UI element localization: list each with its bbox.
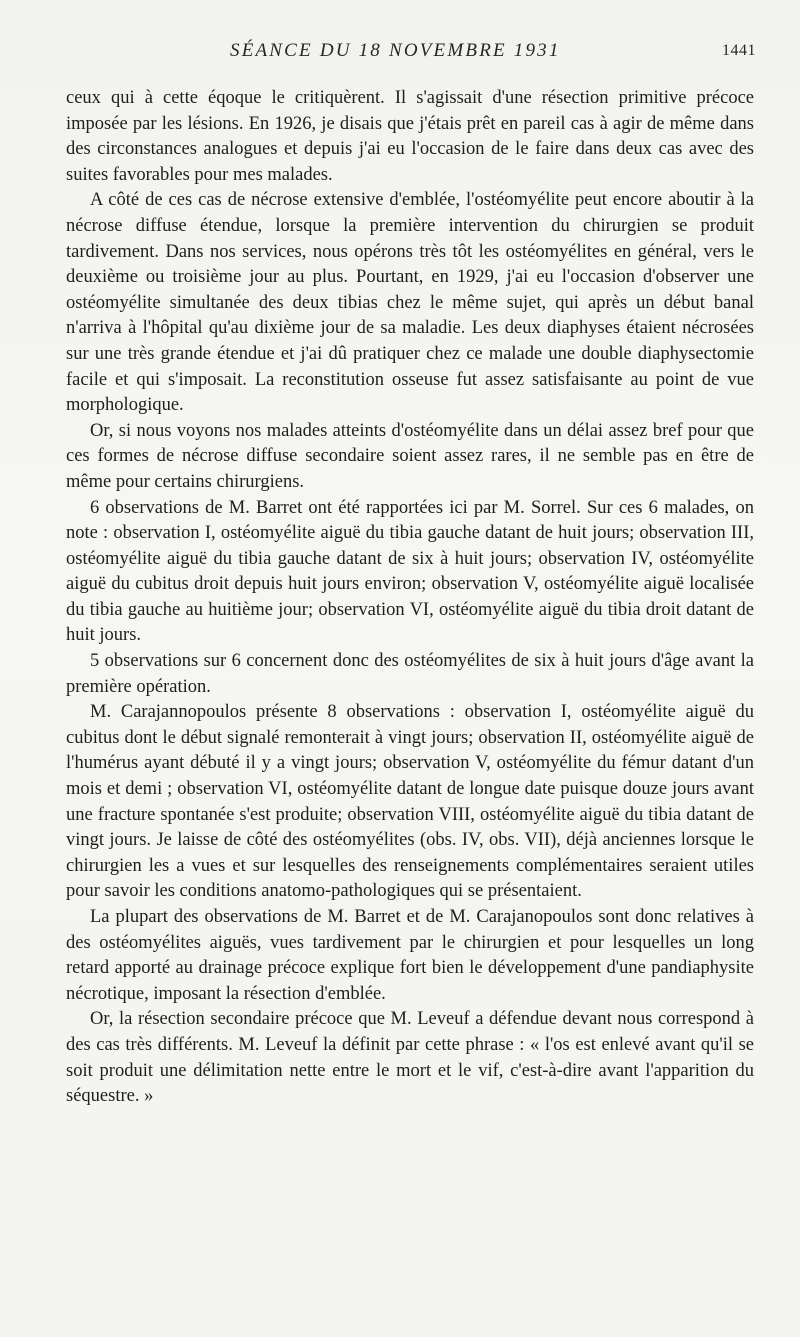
paragraph: La plupart des observations de M. Barret et de M. Carajanopoulos sont donc relatives à des ostéomyélites aiguës, vues tardivement par le chirurgien et pour lesquelles un long retard apporté au drainage précoce explique fort bien le développement d'une pandiaphysite nécrotique, imposant la résection d'emblée. xyxy=(66,907,754,1004)
paragraph: Or, la résection secondaire précoce que M. Leveuf a défendue devant nous correspond à des cas très différents. M. Leveuf la définit par cette phrase : « l'os est enlevé avant qu'il se soit produit une délimitation nette entre le mort et le vif, c'est-à-dire avant l'apparition du séquestre. » xyxy=(66,1009,754,1107)
paragraph: 6 observations de M. Barret ont été rapportées ici par M. Sorrel. Sur ces 6 malades, on note : observation I, ostéomyélite aiguë du tibia gauche datant de huit jours; observation III, ostéomyélite aiguë du tibia gauche datant de six à huit jours; observation IV, ostéomyélite aiguë du cubitus droit depuis huit jours environ; observation V, ostéomyélite aiguë localisée du tibia gauche au huitième jour; observation VI, ostéomyélite aiguë du tibia droit datant de huit jours. xyxy=(66,497,754,646)
page-number: 1441 xyxy=(722,42,756,59)
paragraph: Or, si nous voyons nos malades atteints d'ostéomyélite dans un délai assez bref pour que ces formes de nécrose diffuse secondaire soient assez rares, il ne semble pas en être de même pour certains chirurgiens. xyxy=(66,420,754,492)
paragraph: 5 observations sur 6 concernent donc des ostéomyélites de six à huit jours d'âge avant la première opération. xyxy=(66,651,754,697)
paragraph: ceux qui à cette éqoque le critiquèrent. Il s'agissait d'une résection primitive précoce imposée par les lésions. En 1926, je disais que j'étais prêt en pareil cas à agir de même dans des circonstances analogues et depuis j'ai eu l'occasion de le faire dans deux cas avec des suites favorables pour mes malades. xyxy=(66,88,754,185)
body-text xyxy=(66,86,754,1110)
running-header xyxy=(0,40,800,68)
paragraph: A côté de ces cas de nécrose extensive d'emblée, l'ostéomyélite peut encore aboutir à la nécrose diffuse étendue, lorsque la première intervention du chirurgien se produit tardivement. Dans nos services, nous opérons très tôt les ostéomyélites en général, vers le deuxième ou troisième jour au plus. Pourtant, en 1929, j'ai eu l'occasion d'observer une ostéomyélite simultanée des deux tibias chez le même sujet, qui après un début banal n'arriva à l'hôpital qu'au dixième jour de sa maladie. Les deux diaphyses étaient nécrosées sur une très grande étendue et j'ai dû pratiquer chez ce malade une double diaphysectomie facile et qui s'imposait. La reconstitution osseuse fut assez satisfaisante au point de vue morphologique. xyxy=(66,190,754,416)
paragraph: M. Carajannopoulos présente 8 observations : observation I, ostéomyélite aiguë du cubitus dont le début signalé remonterait à vingt jours; observation II, ostéomyélite aiguë de l'humérus ayant débuté il y a vingt jours; observation V, ostéomyélite du fémur datant d'un mois et demi ; observation VI, ostéomyélite datant de longue date puisque douze jours avant une fracture spontanée s'est produite; observation VIII, ostéomyélite aiguë du tibia datant de vingt jours. Je laisse de côté des ostéomyélites (obs. IV, obs. VII), déjà anciennes lorsque le chirurgien les a vues et sur lesquelles des renseignements complémentaires seraient utiles pour savoir les conditions anatomo-pathologiques qui se présentaient. xyxy=(66,702,754,902)
running-title: SÉANCE DU 18 NOVEMBRE 1931 xyxy=(230,40,561,61)
